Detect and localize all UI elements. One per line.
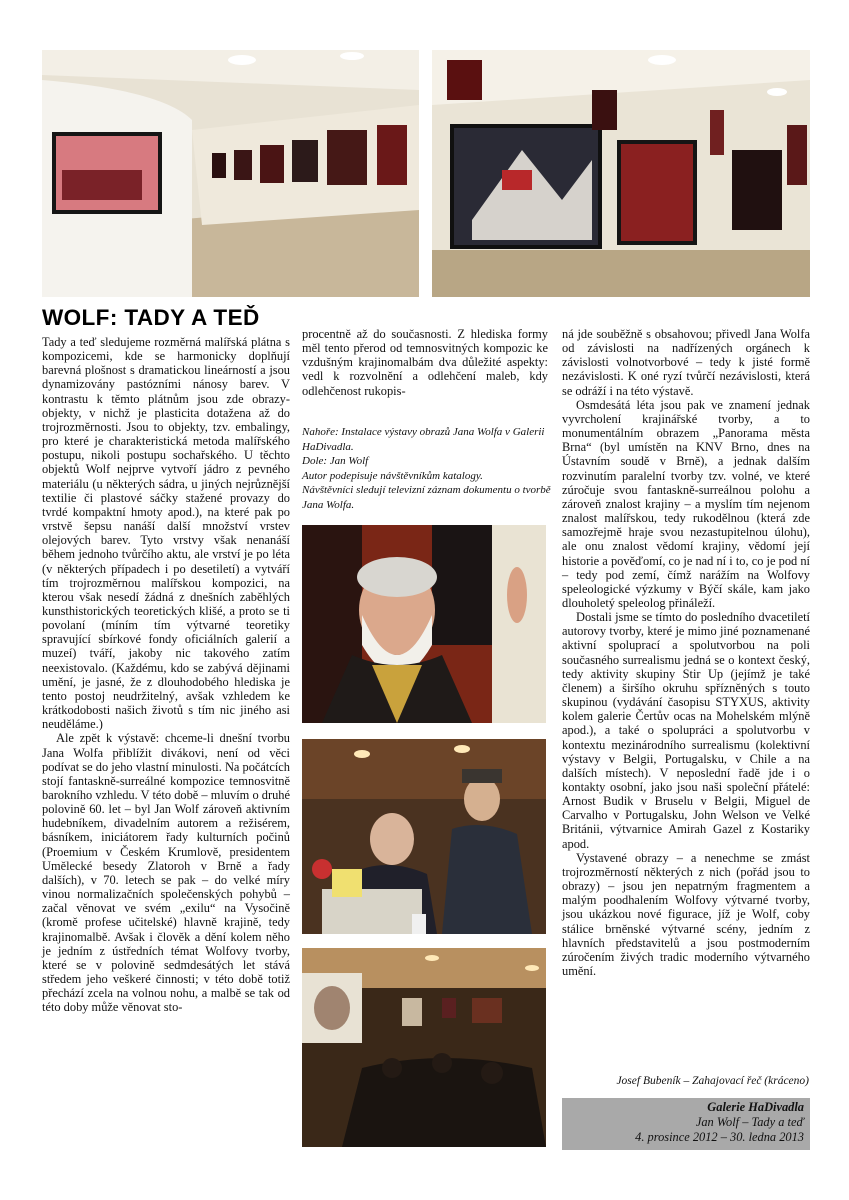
exhibition-title: Jan Wolf – Tady a teď — [695, 1115, 804, 1129]
gallery-corridor-photo — [42, 50, 419, 297]
signing-photo — [302, 739, 546, 934]
photo-caption — [302, 425, 552, 512]
article-column-3 — [562, 327, 810, 978]
screening-photo — [302, 948, 546, 1147]
caption-line: Návštěvníci sledují televizní záznam dokumentu o tvorbě Jana Wolfa. — [302, 484, 551, 511]
caption-line: Dole: Jan Wolf — [302, 455, 369, 467]
caption-line: Nahoře: Instalace výstavy obrazů Jana Wolfa v Galerii HaDivadla. — [302, 426, 545, 453]
paragraph: Ale zpět k výstavě: chceme-li dnešní tvorbu Jana Wolfa přiblížit divákovi, není od věci podívat se do jeho vlastní minulosti. Na počátcích stojí fantaskně-surreálné kompozice temnosvitně barokního vzhledu. V této době – mluvím o druhé polovině 60. let – byl Jan Wolf zároveň aktivním hudebníkem, divadelním autorem a režisérem, básníkem, iniciátorem řady kulturních počinů (Proemium v Českém Krumlově, presidentem Umělecké besedy Zlatoroh v Brně a řady dalších), v 70. letech se pak – do velké míry vinou normalizačních společenských pohybů – začal věnovat ve svém „exilu“ na Vysočině (kromě profese učitelské) hlavně krajině, tedy krajinomalbě. Avšak i člověk a dění kolem něho je jedním z ústředních témat Wolfovy tvorby, které se v polovině sedmdesátých let stává středem jeho veškeré činnosti; v této době totiž přechází zcela na volnou nohu, a malbě se tak od této doby může věnovat sto- — [42, 731, 290, 1015]
article-title: WOLF: TADY A TEĎ — [42, 305, 260, 330]
paragraph: Osmdesátá léta jsou pak ve znamení jednak vyvrcholení krajinářské tvorby, a to monumentálním obrazem „Panorama města Brna“ (byl umístěn na KNV Brno, dnes na Ústavním soudě v Brně), a jednak dalším rozvinutím paralelní tvorby tzv. volné, ve které zúročuje svou fantaskně-surreálnou polohu a zároveň znalost krajiny – a myslím tím nejenom znalost malířskou, tedy rukodělnou (která zde samozřejmě hraje svou nezastupitelnou úlohu), ale onu znalost vědomí krajiny, vědomí její historie a pověďomí, co je nad ní i to, co je pod ní – tedy pod zemí, čímž narážím na Wolfovy speleologické výzkumy v Býčí skále, kam jako dlouholetý speleolog přináleží. — [562, 397, 810, 610]
caption-line: Autor podepisuje návštěvníkům katalogy. — [302, 469, 483, 482]
portrait-photo — [302, 525, 546, 723]
exhibition-dates: 4. prosince 2012 – 30. ledna 2013 — [635, 1130, 804, 1144]
article-column-1 — [42, 335, 290, 1015]
author-signature: Josef Bubeník – Zahajovací řeč (kráceno) — [616, 1075, 809, 1087]
exhibition-info-box — [562, 1098, 810, 1150]
paragraph: Vystavené obrazy – a nenechme se zmást trojrozměrností některých z nich (pořád jsou to obrazy) – jsou jen nepatrným fragmentem a malým poodhalením Wolfovy výtvarné tvorby, jsou ukázkou nové figurace, jíž je Wolf, coby stálice brněnské výtvarné scény, jedním z hlavních představitelů a jsou postmoderním zúročením živých tradic moderního výtvarného umění. — [562, 850, 810, 979]
paragraph: ná jde souběžně s obsahovou; přivedl Jana Wolfa od závislosti na nadřízených orgánech k závislosti volnotvorbové – tedy k jisté formě nezávislosti. K oné ryzí tvůrčí nezávislosti, která se odráží i na této výstavě. — [562, 327, 810, 398]
article-column-2 — [302, 327, 548, 398]
paragraph: Tady a teď sledujeme rozměrná malířská plátna s kompozicemi, kde se harmonicky doplňují barevná plošnost s dramatickou lineárností a jsou dynamizovány pastózními nánosy barev. V kontrastu k těmto plátnům jsou zde obrazy-objekty, v nichž je plasticita dotažena až do trojrozměrnosti. Jsou to objekty, tzv. embalingy, pro které je charakteristická metoda malířského postupu, nikoli postupu sochařského. U těchto objektů Wolf nejprve vytvoří jádro z pevného materiálu (u některých sádra, u jiných nejrůznější textilie či plastové sáčky stažené provazy do tvrdé kompaktní hmoty apod.), na které pak po vrstvě šepsu nanáší další množství vrstev olejových barev. Tyto vrstvy však nenanáší během jednoho tvůrčího aktu, ale vrství je po léta (v některých případech i po desetiletí) a vytváří tím trojrozměrnou malířskou kompozici, na kterou však nesedí žádná z dnešních zaběhlých kunsthistorických teoretických klišé, a proto se ti povolaní (míním tím výtvarné teoretiky spravující sbírkové fondy oficiálních galerií a muzeí) tváří, jakoby nic takového zatím neexistovalo. (Každému, kdo se zabývá dějinami umění, je jasné, že z dlouhodobého hlediska je tento postoj neudržitelný, avšak vzhledem ke krátkodobosti našich životů s tím nic jiného asi neuděláme.) — [42, 335, 290, 732]
paragraph: Dostali jsme se tímto do posledního dvacetiletí autorovy tvorby, které je mimo jiné poznamenané aktivní spoluprací a spolutvorbou na poli současného surrealismu jedná se o kontext český, tedy aktivity skupiny Stir Up (jejímž je také členem) a širšího okruhu spřízněných s touto skupinou (vydávání časopisu STYXUS, aktivity kolem galerie Čertův ocas na Mohelském mlýně apod.), a také o spolupráci a spolutvorbu v kontextu mezinárodního surrealismu (kolektivní výstavy v Belgii, Portugalsku, v Chile a na dalších místech). V neposlední řadě jde i o kontakty osobní, jako jsou naši společní přátelé: Arnost Budik v Bruselu v Belgii, Miguel de Carvalho v Portugalsku, John Welson ve Velké Británii, výtvarnice Amirah Gazel z Kostariky apod. — [562, 610, 810, 851]
paragraph: procentně až do současnosti. Z hlediska formy měl tento přerod od temnosvitných kompozic ke vzdušným krajinomalbám dva důležité aspekty: vedl k rozvolnění a odlehčení maleb, kdy odlehčenost rukopis- — [302, 327, 548, 398]
gallery-name: Galerie HaDivadla — [707, 1100, 804, 1114]
paintings-wall-photo — [432, 50, 810, 297]
